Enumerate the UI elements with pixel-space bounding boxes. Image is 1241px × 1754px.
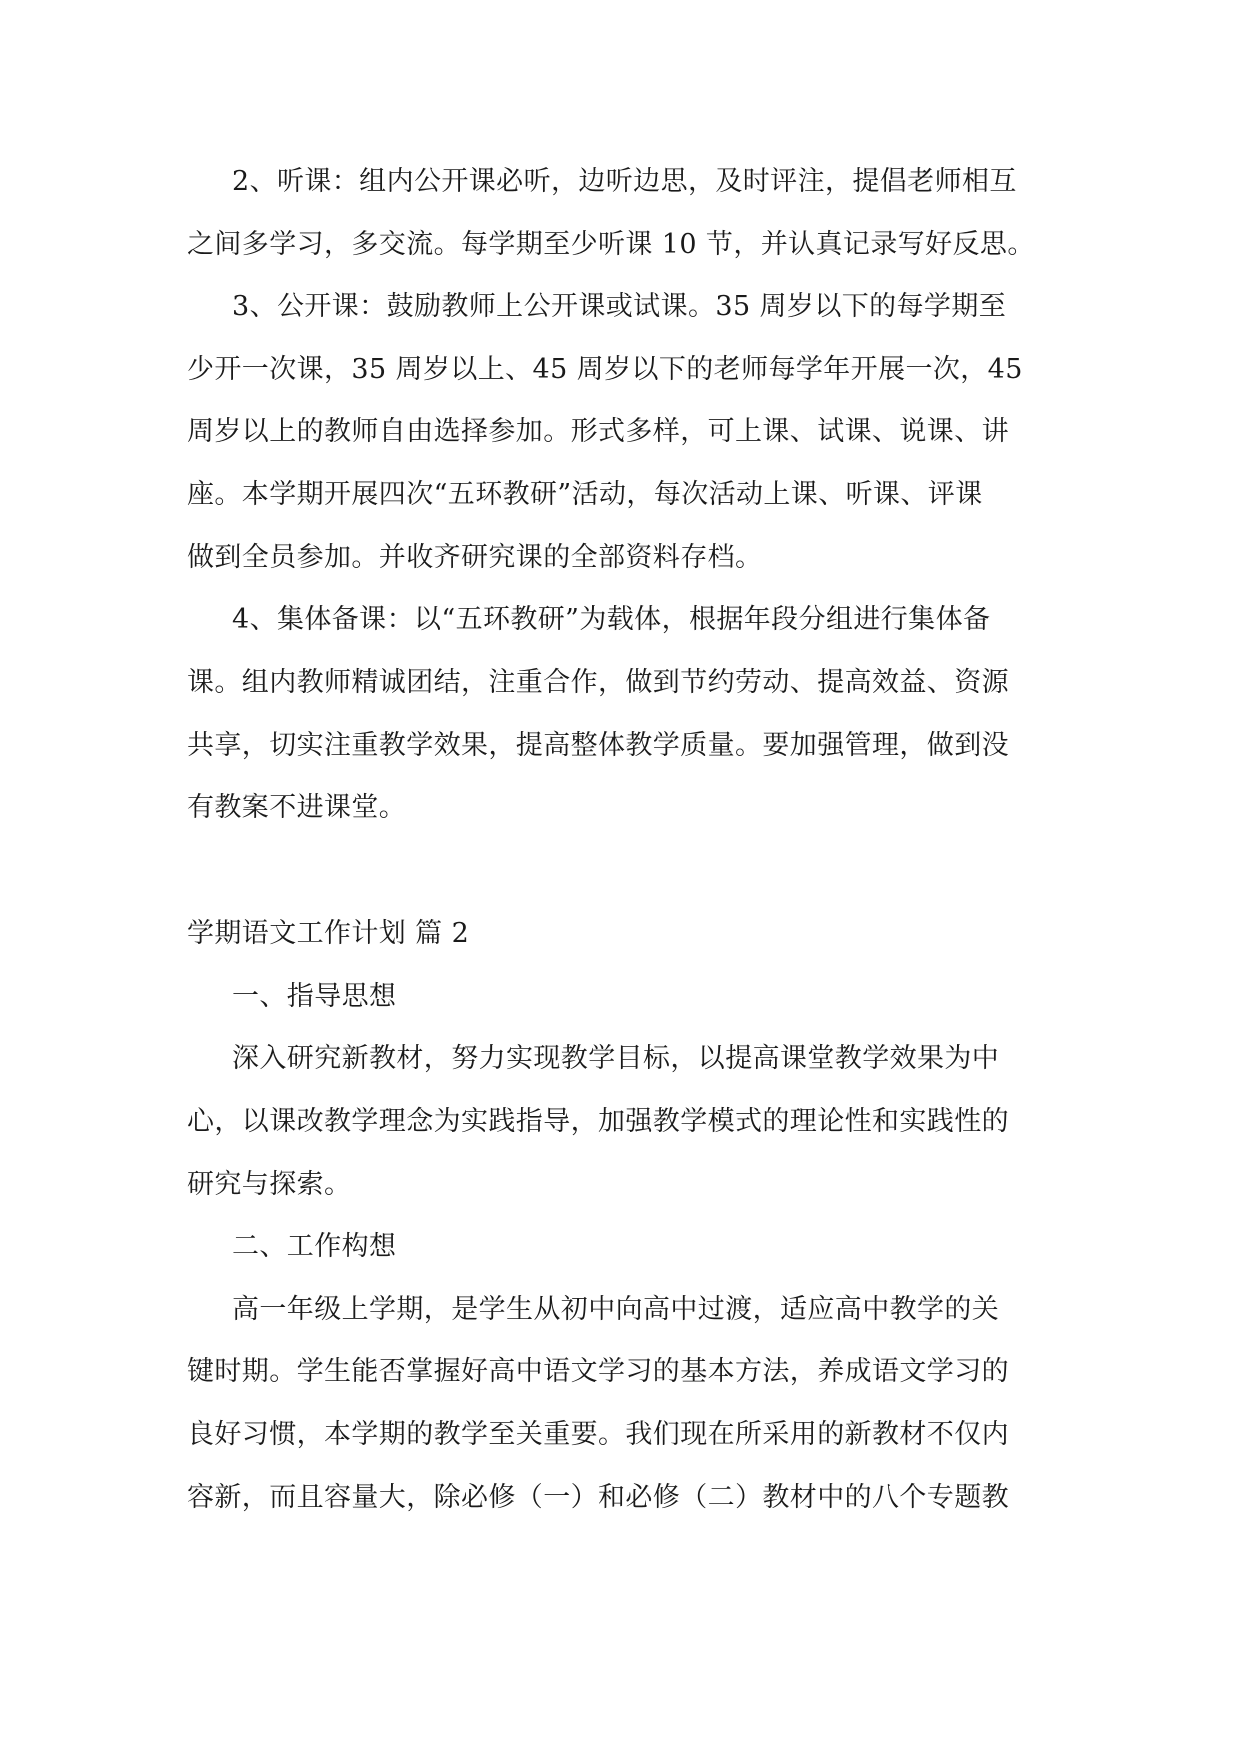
item4-line-4: 有教案不进课堂。: [187, 792, 407, 823]
item3-line-3: 周岁以上的教师自由选择参加。形式多样，可上课、试课、说课、讲: [187, 416, 1009, 447]
para2-line-3: 良好习惯，本学期的教学至关重要。我们现在所采用的新教材不仅内: [187, 1419, 1009, 1450]
item4-line-3: 共享，切实注重教学效果，提高整体教学质量。要加强管理，做到没: [187, 730, 1009, 761]
para1-line-1: 深入研究新教材，努力实现教学目标，以提高课堂教学效果为中: [232, 1043, 1000, 1074]
item2-line-1: 2、听课：组内公开课必听，边听边思，及时评注，提倡老师相互: [232, 166, 1017, 197]
para1-line-2: 心，以课改教学理念为实践指导，加强教学模式的理论性和实践性的: [187, 1106, 1009, 1137]
para2-line-1: 高一年级上学期，是学生从初中向高中过渡，适应高中教学的关: [232, 1294, 1000, 1325]
item3-line-4: 座。本学期开展四次“五环教研”活动，每次活动上课、听课、评课: [187, 479, 983, 510]
item3-line-5: 做到全员参加。并收齐研究课的全部资料存档。: [187, 542, 763, 573]
item4-line-2: 课。组内教师精诚团结，注重合作，做到节约劳动、提高效益、资源: [187, 667, 1009, 698]
heading-work-concept: 二、工作构想: [232, 1231, 397, 1262]
item3-line-1: 3、公开课：鼓励教师上公开课或试课。35 周岁以下的每学期至: [232, 291, 1007, 322]
para2-line-2: 键时期。学生能否掌握好高中语文学习的基本方法，养成语文学习的: [187, 1356, 1009, 1387]
para1-line-3: 研究与探索。: [187, 1169, 352, 1200]
section-title: 学期语文工作计划 篇 2: [187, 918, 470, 949]
item4-line-1: 4、集体备课：以“五环教研”为载体，根据年段分组进行集体备: [232, 604, 991, 635]
heading-guiding-thought: 一、指导思想: [232, 981, 397, 1012]
item2-line-2: 之间多学习，多交流。每学期至少听课 10 节，并认真记录写好反思。: [187, 229, 1035, 260]
item3-line-2: 少开一次课，35 周岁以上、45 周岁以下的老师每学年开展一次，45: [187, 354, 1023, 385]
para2-line-4: 容新，而且容量大，除必修（一）和必修（二）教材中的八个专题教: [187, 1482, 1009, 1513]
